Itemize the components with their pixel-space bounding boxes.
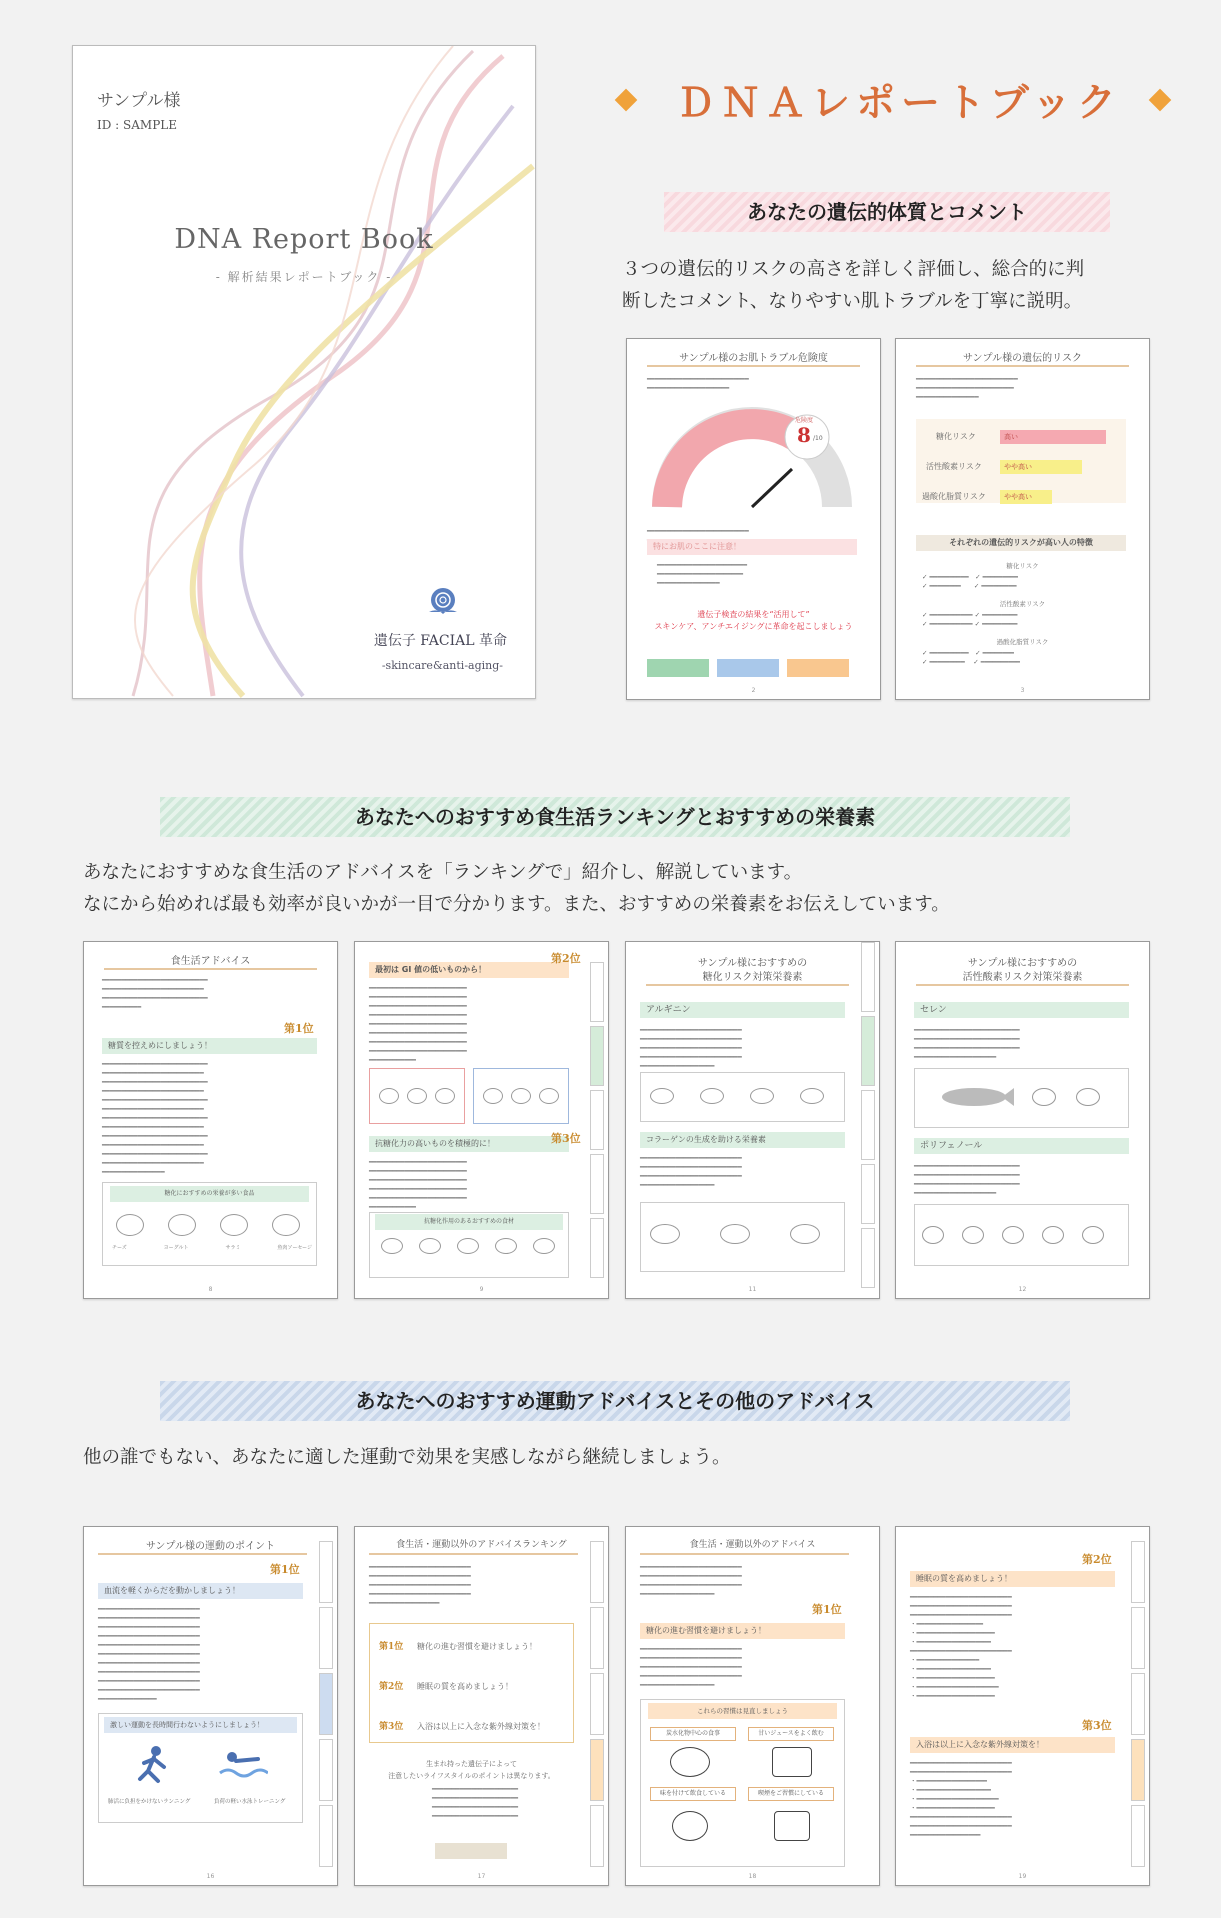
- index-tab: [590, 1673, 604, 1735]
- sample-page-oxidative-nutrients: [895, 941, 1150, 1299]
- index-tab: [861, 1090, 875, 1160]
- page-title: サンプル様におすすめの: [967, 958, 1078, 969]
- page-text-lines: ━━━━━━━━━━━━━━━━━━━━━━━━━━ ━━━━━━━━━━━━━━━━━━━━━━━━━━ ━━━━━━━━━━━━━━━━━━━━━━━━━━ ━━━━━━━━━━━━━━━━━━━━━━━━━━ ━━━━━━━━━━━━━━━━━━━: [640, 1026, 742, 1070]
- vegetable-icon: [1076, 1088, 1100, 1106]
- page-title-line2: 糖化リスク対策栄養素: [702, 972, 803, 983]
- index-tab: [590, 1090, 604, 1150]
- sample-page-other-advice-ranking: [354, 1526, 609, 1886]
- food-icon: [790, 1224, 820, 1244]
- ranking-item: 睡眠の質を高めましょう！: [417, 1682, 513, 1691]
- rank-2-badge: 第2位: [551, 952, 581, 965]
- sardine-icon: [936, 1082, 1016, 1112]
- food-icon: [533, 1238, 555, 1254]
- page-text-lines: ━━━━━━━━━━━━━━━━━━━━━━━━━ ━━━━━━━━━━━━━━━━━━━━━━━━━ ━━━━━━━━━━━━━━━━━━━━━━━━━ ━━━━━━━━━━━━━━━━━━━━━━━━━ ━━━━━━━━━━━━━━━━━━━━━━━━━ ━━━━━━━━━━━━: [369, 1158, 467, 1211]
- page-box-heading: 特にお肌のここに注意！: [647, 539, 857, 555]
- egg-icon: [750, 1088, 774, 1104]
- page-text-lines: ━━━━━━━━━━━━━━━━━━━━━━━━━━ ━━━━━━━━━━━━━━━━━━━━━━━━━━ ━━━━━━━━━━━━━━━━━━━━━━━━━━ ━━━━━━━━━━━━━━━━━━━━━━━━━━ ━━━━━━━━━━━━━━━━━━━━━━━━━━ ━━━━━━━━━━━━━━━━━━━━━━━━━━ ━━━━━━━━━━━━━━━━━━━━━━━━━━ ━━━━━━━━━━━━━━━━━━━━━━━━━━ ━━━━━━━━━━━━━━━━━━━━━━━━━━ ━━━━━━━━━━━━━━━━━━━━━━━━━━ ━━━━━━━━━━━━━━━: [98, 1605, 200, 1703]
- page-number: 11: [748, 1286, 757, 1293]
- sample-page-skin-risk: [626, 338, 881, 700]
- swimmer-icon: [218, 1747, 268, 1783]
- index-tab: [861, 1228, 875, 1288]
- section3-heading: あなたへのおすすめ運動アドバイスとその他のアドバイス: [160, 1381, 1070, 1421]
- cover-brand-sub: -skincare&anti-aging-: [381, 659, 503, 672]
- section2-desc-line1: あなたにおすすめな食生活のアドバイスを「ランキングで」紹介し、解説しています。: [83, 862, 803, 883]
- page-text-lines: ━━━━━━━━━━━━━━━━━━━━━━━━━━ ━━━━━━━━━━━━━━━━━━━━━━━━━━ ━━━━━━━━━━━━━━━━━━━━━━━━━━ ━━━━━━━━━━━━━━━━━━━━━━━━━━ ━━━━━━━━━━━━━━━━━━: [369, 1563, 471, 1607]
- sample-page-sleep-uv: [895, 1526, 1150, 1886]
- sub-heading: 糖化リスク: [1006, 562, 1039, 570]
- rice-icon: [379, 1088, 399, 1104]
- cover-page: [72, 45, 536, 699]
- section2-desc-line2: なにから始めれば最も効率が良いかが一目で分かります。また、おすすめの栄養素をお伝えしています。: [83, 894, 950, 915]
- section-heading: 抗糖化力の高いものを積極的に！: [369, 1136, 569, 1152]
- index-tab: [1131, 1541, 1145, 1603]
- risk-bar: 高い: [1000, 430, 1106, 444]
- rank-1-badge: 第1位: [284, 1022, 314, 1035]
- rose-logo-icon: [423, 584, 463, 618]
- page-text-lines: ━━━━━━━━━━━━━━━━━━━━━━━━━━━ ━━━━━━━━━━━━━━━━━━━━━━━━━━ ━━━━━━━━━━━━━━━━━━━━━━━━━━━ ━━━━━━━━━━: [102, 976, 208, 1011]
- cover-customer-name: サンプル様: [97, 91, 181, 111]
- section1-desc-line2: 断したコメント、なりやすい肌トラブルを丁寧に説明。: [622, 291, 1083, 312]
- brown-bread-icon: [483, 1088, 503, 1104]
- section-heading: 激しい運動を長時間行わないようにしましょう！: [104, 1717, 297, 1733]
- food-caption: チーズ: [112, 1245, 127, 1251]
- index-tab-active: [319, 1673, 333, 1735]
- salami-icon: [220, 1214, 248, 1236]
- cover-ribbon-decoration: [73, 46, 536, 699]
- sample-page-glycation-nutrients: [625, 941, 880, 1299]
- habits-box-heading: これらの習慣は見直しましょう: [648, 1703, 837, 1719]
- index-tab: [1131, 1673, 1145, 1735]
- index-tab: [590, 1218, 604, 1278]
- risk-label: 過酸化脂質リスク: [922, 492, 986, 501]
- food-captions: [112, 1244, 312, 1251]
- title-underline: [647, 365, 860, 367]
- index-tab-active: [590, 1026, 604, 1086]
- page-number: 17: [477, 1873, 486, 1880]
- rank-2-badge: 第2位: [379, 1682, 404, 1692]
- sample-page-genetic-risk: [895, 338, 1150, 700]
- risk-chip-green: [647, 659, 709, 677]
- gauge-unit: /10: [813, 435, 823, 442]
- risk-bar: やや高い: [1000, 490, 1052, 504]
- index-tab: [590, 1154, 604, 1214]
- page-title: サンプル様のお肌トラブル危険度: [679, 353, 828, 364]
- section-heading: 血流を軽くからだを動かしましょう！: [98, 1583, 303, 1599]
- page-text-lines: ━━━━━━━━━━━━━━━━━━━━━━━━━━ ━━━━━━━━━━━━━━━━━━━━━━━━━━ ━━━━━━━━━━━━━━━━━━━━━━━━━━ ・━━━━━━━━━━━━━━━━━ ・━━━━━━━━━━━━━━━━━━━━ ・━━━━━━━━━━━━━━━━━━━ ━━━━━━━━━━━━━━━━━━━━━━━━━━ ・━━━━━━━━━━━━━━━━ ・━━━━━━━━━━━━━━━━━━━ ・━━━━━━━━━━━━━━━━━━━━ ・━━━━━━━━━━━━━━━━━━━━━ ・━━━━━━━━━━━━━━━━━━━━: [910, 1593, 1012, 1700]
- habit-chip: 甘いジュースをよく飲む: [748, 1727, 834, 1741]
- carrot-icon: [539, 1088, 559, 1104]
- food-caption: 魚肉ソーセージ: [277, 1245, 312, 1251]
- rank-3-badge: 第3位: [379, 1722, 404, 1732]
- page-text-lines: ━━━━━━━━━━━━━━━━━━━━━━━━━━ ━━━━━━━━━━━━━━━━━━━━━━━━━ ━━━━━━━━━━━━━━━━: [916, 375, 1018, 401]
- section-heading: 睡眠の質を高めましょう！: [910, 1571, 1115, 1587]
- page-box-heading: それぞれの遺伝的リスクが高い人の特徴: [916, 535, 1126, 551]
- index-tab: [319, 1739, 333, 1801]
- page-text-lines: ━━━━━━━━━━━━━━━━━━━━━━━━━━ ━━━━━━━━━━━━━━━━━━━━━━━━━━ ・━━━━━━━━━━━━━━━━━━ ・━━━━━━━━━━━━━━━━━━━ ・━━━━━━━━━━━━━━━━━━━━━ ・━━━━━━━━━━━━━━━━━━━━ ━━━━━━━━━━━━━━━━━━━━━━━━━━ ━━━━━━━━━━━━━━━━━━━━━━━━━━ ━━━━━━━━━━━━━━━━━━: [910, 1759, 1012, 1839]
- food-icon: [495, 1238, 517, 1254]
- food-caption: サラミ: [225, 1245, 241, 1251]
- page-text-lines: ━━━━━━━━━━━━━━━━━━━━━━━━━━ ━━━━━━━━━━━━━━━━━━━━━━━━━━ ━━━━━━━━━━━━━━━━━━━━━━━━━━ ━━━━━━━━━━━━━━━━━━━━━━━━━━ ━━━━━━━━━━━━━━━━━━━: [640, 1645, 742, 1689]
- index-tab: [319, 1541, 333, 1603]
- food-icon: [419, 1238, 441, 1254]
- risk-bar: やや高い: [1000, 460, 1082, 474]
- runner-icon: [134, 1745, 174, 1785]
- gauge-value: 8: [797, 423, 811, 447]
- ranking-note-1: 生まれ持った遺伝子によって: [426, 1760, 517, 1768]
- page-text-lines: ✓ ━━━━━━━━━━━ ✓ ━━━━━━━━━ ✓ ━━━━━━━━━━━ ✓ ━━━━━━━━━: [922, 611, 1018, 628]
- sample-page-other-advice: [625, 1526, 880, 1886]
- chocolate-icon: [962, 1226, 984, 1244]
- potato-icon: [435, 1088, 455, 1104]
- page-message-1: 遺伝子検査の結果を“活用して”: [697, 610, 810, 619]
- ranking-note-2: 注意したいライフスタイルのポイントは異なります。: [388, 1772, 555, 1780]
- page-number: 8: [208, 1286, 213, 1293]
- page-title: サンプル様の遺伝的リスク: [963, 353, 1082, 364]
- tea-icon: [1002, 1226, 1024, 1244]
- page-text-lines: ━━━━━━━━━━━━━━━━━━━━━━━━━━ ━━━━━━━━━━━━━━━━━━━━━━━━━━ ━━━━━━━━━━━━━━━━━━━━━━━━━━ ━━━━━━━━━━━━━━━━━━━: [640, 1154, 742, 1189]
- sample-page-diet-advice: [83, 941, 338, 1299]
- index-tab: [590, 962, 604, 1022]
- yogurt-icon: [168, 1214, 196, 1236]
- section3-desc-line1: 他の誰でもない、あなたに適した運動で効果を実感しながら継続しましょう。: [83, 1447, 731, 1468]
- chicken-icon: [650, 1088, 674, 1104]
- nutrient-heading: ポリフェノール: [914, 1138, 1129, 1154]
- page-text-lines: ━━━━━━━━━━━━━━━━━━━━━━━━━━━ ━━━━━━━━━━━━━━━━━━━━━━━━━━ ━━━━━━━━━━━━━━━━━━━━━━━━━━━ ━━━━━━━━━━━━━━━━━━━━━━━━━━ ━━━━━━━━━━━━━━━━━━━━━━━━━━━ ━━━━━━━━━━━━━━━━━━━━━━━━━━ ━━━━━━━━━━━━━━━━━━━━━━━━━━━ ━━━━━━━━━━━━━━━━━━━━━━━━━━ ━━━━━━━━━━━━━━━━━━━━━━━━━━━ ━━━━━━━━━━━━━━━━━━━━━━━━━━ ━━━━━━━━━━━━━━━━━━━━━━━━━━━ ━━━━━━━━━━━━━━━━━━━━━━━━━━ ━━━━━━━━━━━━━━━━: [102, 1060, 208, 1176]
- rank-1-badge: 第1位: [812, 1603, 842, 1616]
- noodle-bowl-icon: [670, 1747, 710, 1777]
- ranking-item: 入浴は以上に入念な紫外線対策を！: [417, 1722, 545, 1731]
- sub-heading: 活性酸素リスク: [999, 600, 1046, 608]
- index-tab: [1131, 1805, 1145, 1867]
- title-underline: [369, 1553, 578, 1555]
- nutrient-heading: アルギニン: [640, 1002, 845, 1018]
- index-tab: [1131, 1607, 1145, 1669]
- tofu-icon: [800, 1088, 824, 1104]
- food-caption: ヨーグルト: [163, 1245, 189, 1251]
- food-icon: [720, 1224, 750, 1244]
- title-underline: [104, 968, 317, 970]
- rank-1-badge: 第1位: [270, 1563, 300, 1576]
- cover-customer-id: ID : SAMPLE: [97, 118, 178, 132]
- index-tab: [319, 1607, 333, 1669]
- soba-icon: [511, 1088, 531, 1104]
- page-title: 食生活・運動以外のアドバイス: [689, 1540, 816, 1550]
- coffee-icon: [1082, 1226, 1104, 1244]
- exercise-caption: 肺活に負担をかけないランニング: [108, 1799, 191, 1805]
- page-text-lines: ✓ ━━━━━━━━━━ ✓ ━━━━━━━━━ ✓ ━━━━━━━━ ✓ ━━━━━━━━━: [922, 573, 1018, 590]
- index-tab-active: [861, 1016, 875, 1086]
- sample-page-gi-value: [354, 941, 609, 1299]
- page-title: 食生活アドバイス: [170, 956, 251, 967]
- rank-1-badge: 第1位: [379, 1642, 404, 1652]
- page-text-lines: ━━━━━━━━━━━━━━━━━━━━━━━━━━ ━━━━━━━━━━━━━━━━━━━━━: [647, 375, 749, 392]
- page-text-lines: ━━━━━━━━━━━━━━━━━━━━━━━━━━ ━━━━━━━━━━━━━━━━━━━━━━━━━━ ━━━━━━━━━━━━━━━━━━━━━━━━━━ ━━━━━━━━━━━━━━━━━━━: [640, 1563, 742, 1598]
- cover-brand: 遺伝子 FACIAL 革命: [373, 633, 507, 649]
- ingredient-box-heading: 抗糖化作用のあるおすすめの食材: [375, 1214, 563, 1230]
- index-tab: [861, 942, 875, 1012]
- habit-chip: 味を付けて飲食している: [650, 1787, 736, 1801]
- page-title: 食生活・運動以外のアドバイスランキング: [396, 1540, 567, 1550]
- page-title-line2: 活性酸素リスク対策栄養素: [962, 972, 1083, 983]
- food-icon: [457, 1238, 479, 1254]
- page-text-lines: ━━━━━━━━━━━━━━━━━━━━━━━ ━━━━━━━━━━━━━━━━━━━━━━ ━━━━━━━━━━━━━━━━: [657, 561, 748, 587]
- fish-icon: [700, 1088, 724, 1104]
- page-number: 12: [1018, 1286, 1027, 1293]
- page-text-lines: ━━━━━━━━━━━━━━━━━━━━━━━━━ ━━━━━━━━━━━━━━━━━━━━━━━━━ ━━━━━━━━━━━━━━━━━━━━━━━━━ ━━━━━━━━━━━━━━━━━━━━━━━━━ ━━━━━━━━━━━━━━━━━━━━━━━━━ ━━━━━━━━━━━━━━━━━━━━━━━━━ ━━━━━━━━━━━━━━━━━━━━━━━━━ ━━━━━━━━━━━━━━━━━━━━━━━━━ ━━━━━━━━━━━━: [369, 984, 467, 1064]
- beans-icon: [1042, 1226, 1064, 1244]
- index-tab-active: [590, 1739, 604, 1801]
- index-tab: [861, 1164, 875, 1224]
- section1-desc-line1: ３つの遺伝的リスクの高さを詳しく評価し、総合的に判: [622, 259, 1085, 280]
- title-underline: [916, 365, 1129, 367]
- risk-label: 活性酸素リスク: [926, 462, 982, 471]
- index-tab: [590, 1805, 604, 1867]
- habit-chip: 炭水化物中心の食事: [650, 1727, 736, 1741]
- sausage-icon: [272, 1214, 300, 1236]
- person-icon: [672, 1811, 708, 1841]
- food-box-heading: 糖化におすすめの栄養が多い食品: [110, 1186, 309, 1202]
- index-tab-active: [1131, 1739, 1145, 1801]
- index-tab: [590, 1541, 604, 1603]
- title-underline: [640, 1553, 849, 1555]
- risk-chip-blue: [717, 659, 779, 677]
- page-number: 2: [751, 687, 756, 694]
- page-text-lines: ━━━━━━━━━━━━━━━━━━━━━━━━━━: [647, 527, 749, 535]
- index-tab: [590, 1607, 604, 1669]
- section-heading: 糖化の進む習慣を避けましょう！: [640, 1623, 845, 1639]
- page-title: サンプル様の運動のポイント: [145, 1541, 276, 1552]
- code-chip: [435, 1843, 507, 1859]
- habits-box: [640, 1699, 845, 1867]
- juice-icon: [772, 1747, 812, 1777]
- page-number: 16: [206, 1873, 215, 1880]
- page-message-2: スキンケア、アンチエイジングに革命を起こしましょう: [654, 622, 853, 631]
- cover-subtitle: - 解析結果レポートブック -: [215, 270, 393, 284]
- page-number: 9: [479, 1286, 484, 1293]
- sample-page-exercise: [83, 1526, 338, 1886]
- title-underline: [98, 1553, 307, 1555]
- risk-chip-orange: [787, 659, 849, 677]
- page-text-lines: ━━━━━━━━━━━━━━━━━━━━━━━━━━━ ━━━━━━━━━━━━━━━━━━━━━━━━━━━ ━━━━━━━━━━━━━━━━━━━━━━━━━━━ ━━━━━━━━━━━━━━━━━━━━━: [914, 1026, 1020, 1061]
- cheese-icon: [116, 1214, 144, 1236]
- page-number: 3: [1020, 687, 1025, 694]
- section1-heading: あなたの遺伝的体質とコメント: [664, 192, 1110, 232]
- urchin-icon: [1032, 1088, 1056, 1106]
- nutrient-heading: セレン: [914, 1002, 1129, 1018]
- nutrient-heading: コラーゲンの生成を助ける栄養素: [640, 1132, 845, 1148]
- ranking-item: 糖化の進む習慣を避けましょう！: [417, 1642, 537, 1651]
- bread-icon: [407, 1088, 427, 1104]
- rank-3-badge: 第3位: [551, 1132, 581, 1145]
- wine-icon: [922, 1226, 944, 1244]
- page-text-lines: ━━━━━━━━━━━━━━━━━━━━━━ ━━━━━━━━━━━━━━━━━━━━━━ ━━━━━━━━━━━━━━━━━━━━━━ ━━━━━━━━━━━━━━━━━━━━━━: [431, 1785, 519, 1820]
- computer-icon: [774, 1811, 810, 1841]
- section-heading: 最初は GI 値の低いものから！: [369, 962, 569, 978]
- rank-3-badge: 第3位: [1082, 1719, 1112, 1732]
- cover-title: DNA Report Book: [174, 224, 434, 255]
- title-underline: [916, 984, 1129, 986]
- exercise-caption: 負荷の軽い水泳トレーニング: [214, 1799, 286, 1805]
- food-icon: [650, 1224, 680, 1244]
- risk-gauge: [647, 407, 857, 517]
- index-tab: [319, 1805, 333, 1867]
- section-heading: 入浴は以上に入念な紫外線対策を！: [910, 1737, 1115, 1753]
- risk-label: 糖化リスク: [936, 432, 976, 441]
- page-number: 19: [1018, 1873, 1027, 1880]
- rank-2-badge: 第2位: [1082, 1553, 1112, 1566]
- page-text-lines: ✓ ━━━━━━━━━━ ✓ ━━━━━━━━ ✓ ━━━━━━━━━ ✓ ━━━━━━━━━━: [922, 649, 1020, 666]
- main-title: ＤＮＡレポートブック: [675, 81, 1123, 126]
- section2-heading: あなたへのおすすめ食生活ランキングとおすすめの栄養素: [160, 797, 1070, 837]
- title-underline: [646, 984, 849, 986]
- section-heading: 糖質を控えめにしましょう！: [102, 1038, 317, 1054]
- page-number: 18: [748, 1873, 757, 1880]
- gauge-label: 危険度: [795, 417, 814, 424]
- page-text-lines: ━━━━━━━━━━━━━━━━━━━━━━━━━━━ ━━━━━━━━━━━━━━━━━━━━━━━━━━━ ━━━━━━━━━━━━━━━━━━━━━━━━━━━ ━━━━━━━━━━━━━━━━━━━━━: [914, 1162, 1020, 1197]
- page-title: サンプル様におすすめの: [697, 958, 808, 969]
- sub-heading: 過酸化脂質リスク: [996, 638, 1049, 646]
- habit-chip: 喫煙をご習慣にしている: [748, 1787, 834, 1801]
- food-icon: [381, 1238, 403, 1254]
